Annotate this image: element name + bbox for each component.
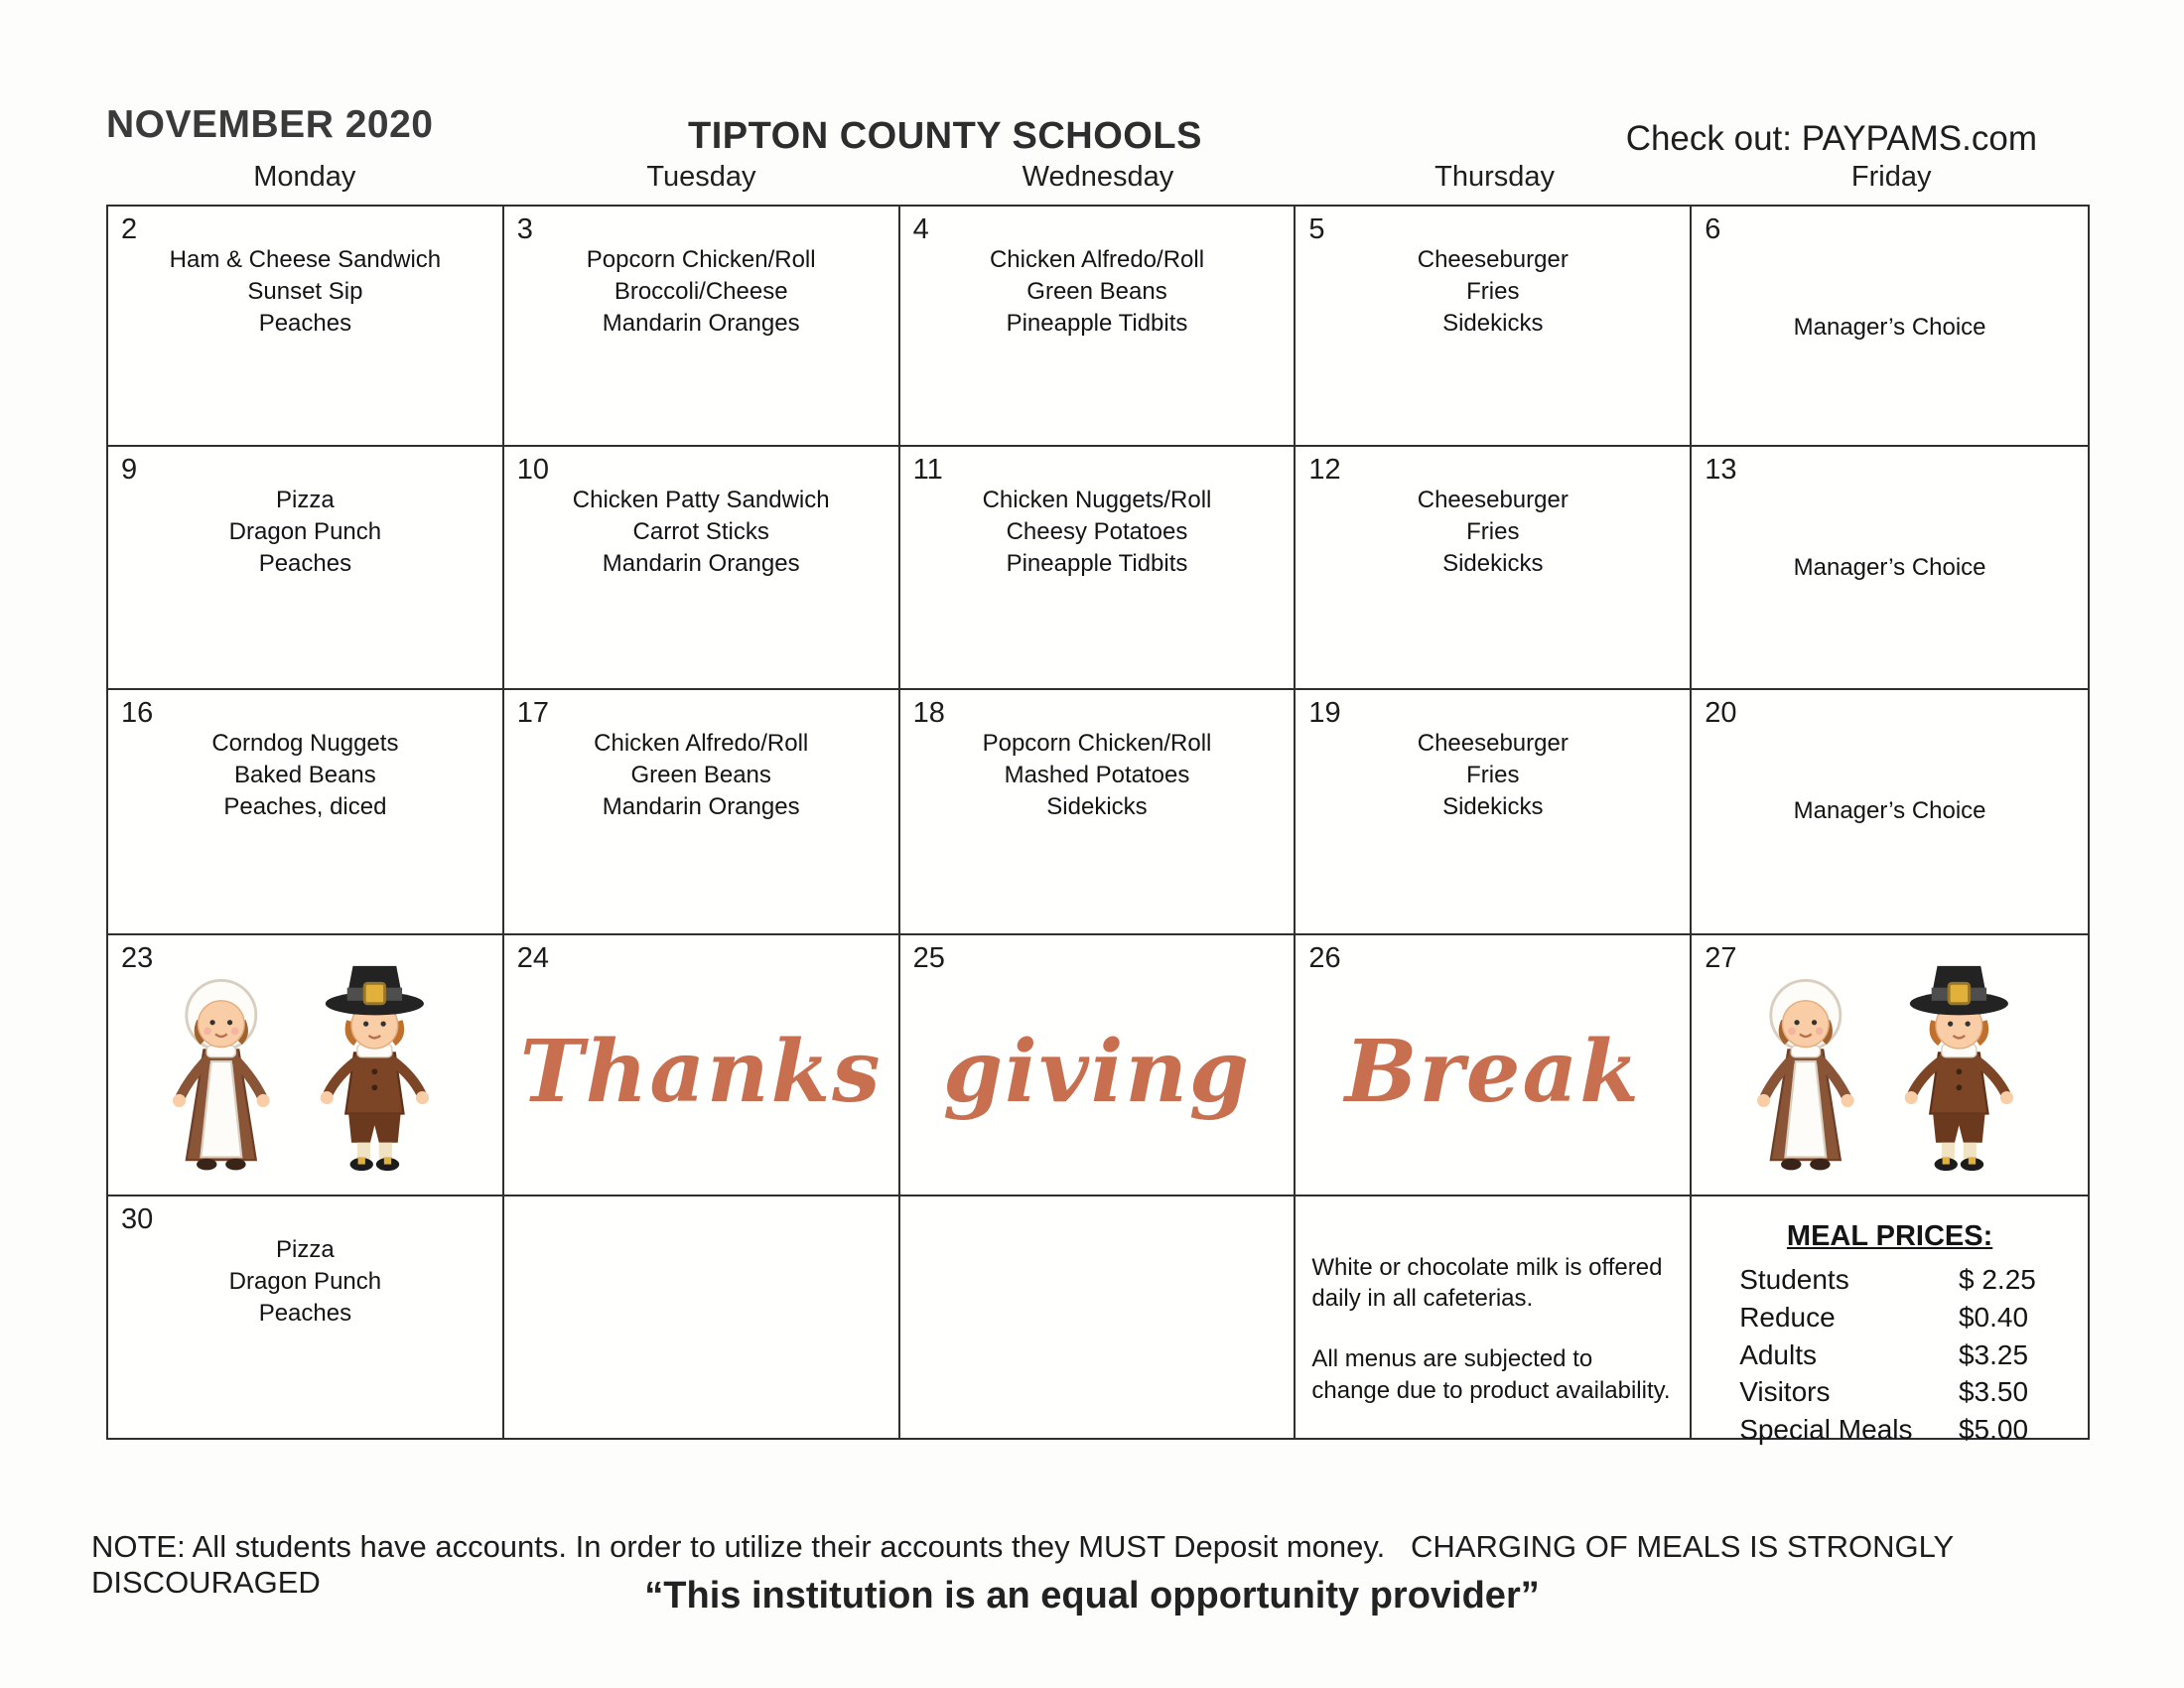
day-number: 2 [121,213,138,245]
menu-line: Broccoli/Cheese [614,278,788,306]
calendar-cell-12 [1296,447,1692,690]
menu-line: Cheeseburger [1417,246,1569,273]
menu-items [900,447,1295,580]
calendar-cell-16 [108,690,504,935]
calendar-grid [106,205,2090,1446]
menu-line: Sidekicks [1442,550,1544,578]
menu-items [108,1196,502,1330]
menu-line: Cheeseburger [1417,730,1569,757]
menu-line: Chicken Alfredo/Roll [594,730,809,757]
price-row [1692,1411,2088,1449]
day-number: 9 [121,454,138,486]
day-number: 20 [1705,697,1737,729]
menu-line: Pineapple Tidbits [1006,550,1188,578]
menu-line: Green Beans [1026,278,1167,306]
calendar-cell-25 [900,935,1297,1196]
menu-line: Mashed Potatoes [1004,762,1190,789]
calendar-cell-3 [504,207,900,447]
menu-line: Chicken Nuggets/Roll [982,487,1212,513]
calendar-cell-23 [108,935,504,1196]
thanksgiving-banner-word: Thanks [519,1022,883,1122]
day-number: 11 [912,454,943,486]
menu-items [1296,207,1690,340]
menu-line: Peaches, diced [223,793,387,821]
menu-line: Manager’s Choice [1793,554,1986,581]
day-number: 30 [121,1203,154,1235]
price-value: $3.25 [1958,1338,2029,1370]
menu-line: Pineapple Tidbits [1006,310,1188,338]
menu-items [108,690,502,823]
calendar-cell-17 [504,690,900,935]
day-number: 17 [516,697,550,729]
calendar-cell-6 [1692,207,2088,447]
day-number: 26 [1308,942,1341,974]
weekday-thursday: Thursday [1434,161,1556,193]
day-number: 13 [1705,454,1737,486]
price-row [1692,1336,2088,1374]
month-title: NOVEMBER 2020 [106,103,434,146]
menu-line: Fries [1466,762,1520,789]
menu-line: Corndog Nuggets [211,730,399,757]
price-label: Reduce [1739,1301,1836,1333]
calendar-cell-30 [108,1196,504,1438]
menu-items [1296,447,1690,580]
menu-items [900,690,1295,823]
price-label: Students [1739,1264,1849,1295]
calendar-cell-5 [1296,207,1692,447]
menu-line: Manager’s Choice [1793,314,1986,341]
calendar-cell-18 [900,690,1297,935]
paypams-link-text: Check out: PAYPAMS.com [1625,119,2037,158]
day-number: 18 [912,697,945,729]
menu-line: Cheesy Potatoes [1006,518,1188,546]
menu-line: Popcorn Chicken/Roll [586,246,816,273]
menu-line: Peaches [258,550,352,578]
menu-line: Manager’s Choice [1793,797,1986,824]
price-value: $ 2.25 [1958,1264,2036,1295]
school-name: TIPTON COUNTY SCHOOLS [688,115,1202,157]
calendar-cell-2 [108,207,504,447]
day-number: 4 [912,213,929,245]
calendar-cell-27 [1692,935,2088,1196]
menu-items [108,447,502,580]
menu-line: Sidekicks [1442,793,1544,821]
day-number: 25 [912,942,945,974]
menu-items [108,207,502,340]
calendar-cell-19 [1296,690,1692,935]
weekday-wednesday: Wednesday [1022,161,1174,193]
price-row [1692,1373,2088,1411]
menu-line: Ham & Cheese Sandwich [169,246,442,273]
menu-line: Mandarin Oranges [602,310,800,338]
day-number: 3 [516,213,533,245]
price-value: $5.00 [1958,1414,2029,1446]
menu-items [504,207,898,340]
calendar-cell-26 [1296,935,1692,1196]
meal-prices-title: MEAL PRICES: [1786,1220,1993,1252]
price-label: Special Meals [1739,1414,1913,1446]
menu-items [1692,207,2088,344]
price-row [1692,1261,2088,1299]
price-value: $3.50 [1958,1376,2029,1408]
menu-line: Peaches [258,310,352,338]
day-number: 12 [1308,454,1341,486]
weekday-tuesday: Tuesday [646,161,756,193]
calendar-cell-info-notes [1296,1196,1692,1438]
calendar-cell-empty-tuesday [504,1196,900,1438]
menu-items [1692,447,2088,584]
weekday-monday: Monday [253,161,356,193]
menu-items [504,690,898,823]
menu-line: Dragon Punch [228,1268,382,1296]
thanksgiving-banner-word: Break [1344,1022,1641,1122]
day-number: 27 [1705,942,1737,974]
weekday-header-row [106,161,2090,194]
menu-line: Chicken Alfredo/Roll [989,246,1205,273]
equal-opportunity-statement: “This institution is an equal opportunity provider” [644,1575,1540,1617]
menu-line: Mandarin Oranges [602,793,800,821]
menu-line: Pizza [276,1236,335,1263]
calendar-cell-10 [504,447,900,690]
menu-line: Fries [1466,278,1520,306]
menu-line: Mandarin Oranges [602,550,800,578]
menu-line: Sidekicks [1046,793,1148,821]
day-number: 5 [1308,213,1325,245]
calendar-cell-20 [1692,690,2088,935]
milk-note: White or chocolate milk is offered daily in all cafeterias. [1311,1254,1663,1313]
menu-change-note: All menus are subjected to change due to product availability. [1311,1345,1671,1404]
calendar-cell-24 [504,935,900,1196]
menu-line: Peaches [258,1300,352,1328]
pilgrims-icon [1730,960,2049,1185]
menu-line: Fries [1466,518,1520,546]
pilgrims-icon [146,960,465,1185]
price-label: Visitors [1739,1376,1831,1408]
menu-line: Dragon Punch [228,518,382,546]
menu-items [1692,690,2088,827]
day-number: 6 [1705,213,1721,245]
menu-items [1296,690,1690,823]
menu-line: Popcorn Chicken/Roll [982,730,1212,757]
menu-line: Green Beans [630,762,771,789]
day-number: 23 [121,942,154,974]
calendar-cell-meal-prices [1692,1196,2088,1446]
weekday-friday: Friday [1850,161,1932,193]
calendar-cell-4 [900,207,1297,447]
thanksgiving-banner-word: giving [942,1022,1252,1122]
menu-items [900,207,1295,340]
menu-line: Baked Beans [234,762,376,789]
menu-line: Sunset Sip [247,278,363,306]
day-number: 16 [121,697,154,729]
calendar-cell-13 [1692,447,2088,690]
menu-line: Chicken Patty Sandwich [572,487,830,513]
calendar-cell-11 [900,447,1297,690]
calendar-cell-9 [108,447,504,690]
menu-line: Cheeseburger [1417,487,1569,513]
day-number: 24 [516,942,550,974]
day-number: 19 [1308,697,1341,729]
price-label: Adults [1739,1338,1818,1370]
menu-line: Sidekicks [1442,310,1544,338]
menu-line: Carrot Sticks [632,518,769,546]
menu-items [504,447,898,580]
price-value: $0.40 [1958,1301,2029,1333]
day-number: 10 [516,454,550,486]
calendar-cell-empty-wednesday [900,1196,1297,1438]
accounts-note: NOTE: All students have accounts. In order to utilize their accounts they MUST Deposit money. CHARGING OF MEALS IS STRONGLY DISCOURAGED [91,1529,1963,1600]
menu-line: Pizza [276,487,335,513]
price-row [1692,1299,2088,1336]
